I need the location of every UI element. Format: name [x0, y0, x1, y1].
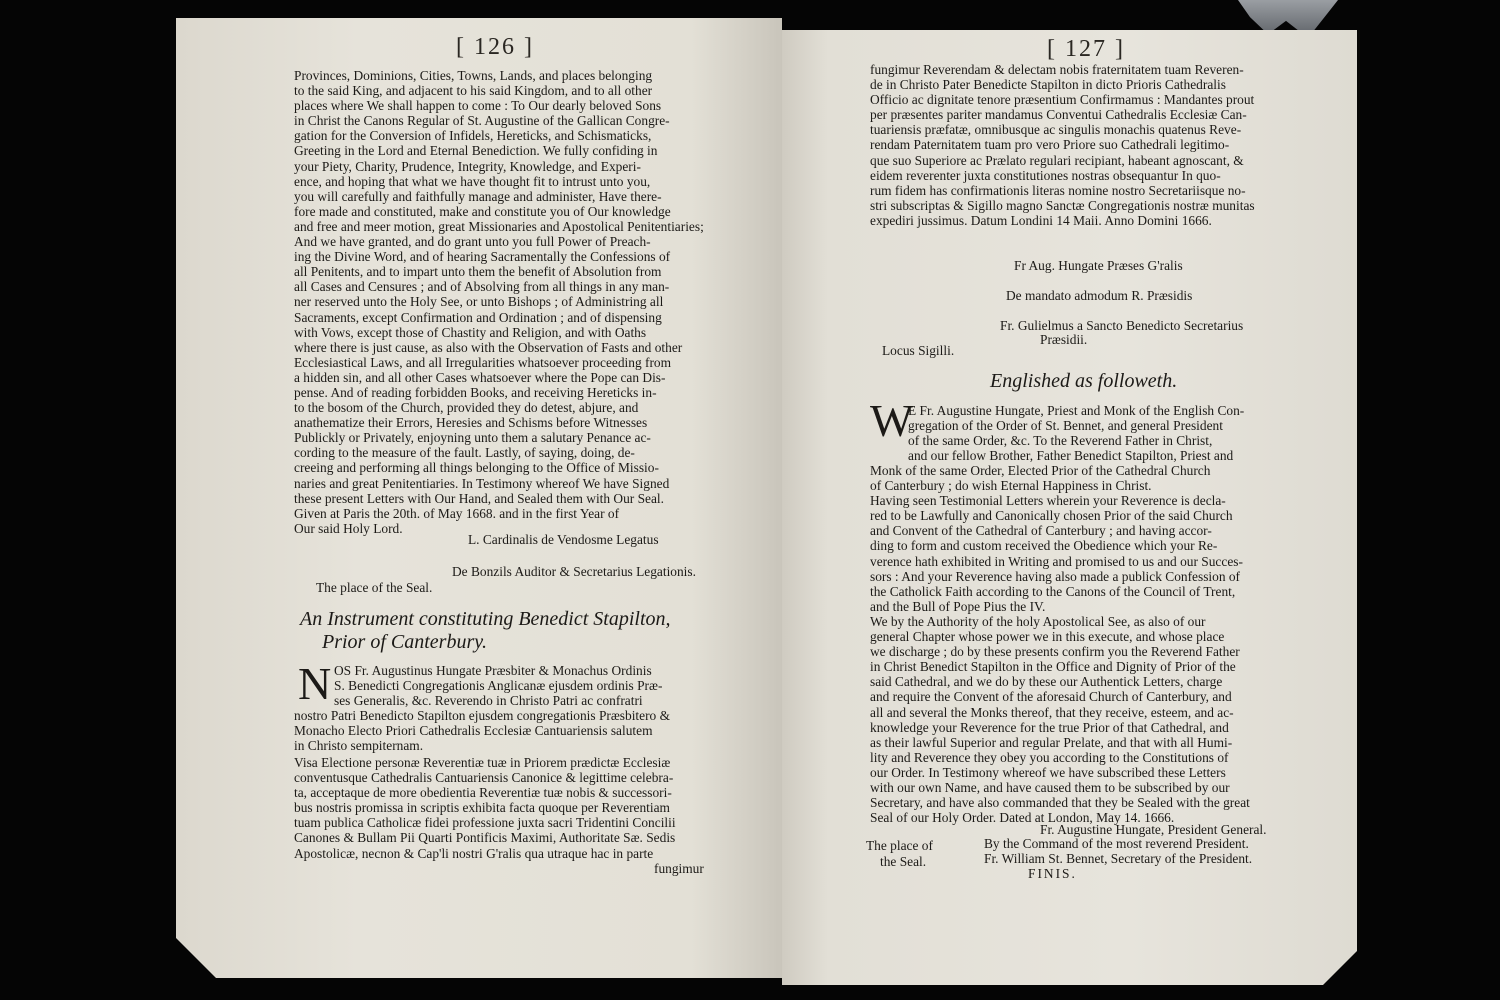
- text-line: fungimur Reverendam & delectam nobis fraternitatem tuam Reveren-: [870, 62, 1244, 77]
- text-line: de in Christo Pater Benedicte Stapilton in dicto Prioris Cathedralis: [870, 77, 1226, 93]
- text-line: of Canterbury ; do wish Eternal Happiness in Christ.: [870, 478, 1152, 494]
- signature-auditor: De Bonzils Auditor & Secretarius Legationis.: [452, 564, 696, 579]
- english-intro: [870, 403, 1260, 463]
- text-line: conventusque Cathedralis Cantuariensis Canonice & legittime celebra-: [294, 770, 674, 786]
- signature-president: Fr. Augustine Hungate, President General.: [1040, 822, 1267, 837]
- folded-corner: [1323, 951, 1357, 985]
- latin-body: [294, 755, 708, 861]
- text-line: our Order. In Testimony whereof we have subscribed these Letters: [870, 764, 1226, 780]
- body-text: [294, 68, 708, 536]
- text-line: We by the Authority of the holy Apostolical See, as also of our: [870, 613, 1206, 629]
- text-line: ding to form and custom received the Obedience which your Re-: [870, 538, 1218, 554]
- text-line: Canones & Bullam Pii Quarti Pontificis Maximi, Authoritate Sæ. Sedis: [294, 830, 676, 846]
- text-line: Our said Holy Lord.: [294, 520, 403, 536]
- text-line: Having seen Testimonial Letters wherein your Reverence is decla-: [870, 493, 1226, 509]
- signature-command: By the Command of the most reverend President.: [984, 836, 1249, 851]
- text-line: of the same Order, &c. To the Reverend Father in Christ,: [908, 433, 1213, 449]
- text-line: S. Benedicti Congregationis Anglicanæ ejusdem ordinis Præ-: [334, 678, 663, 694]
- text-line: and the Bull of Pope Pius the IV.: [870, 598, 1046, 614]
- english-body: [870, 463, 1260, 825]
- text-line: rum fidem has confirmationis literas nomine nostro Secretariisque no-: [870, 182, 1246, 198]
- text-line: Greeting in the Lord and Eternal Benediction. We fully confiding in: [294, 143, 658, 159]
- folded-corner: [176, 938, 216, 978]
- text-line: in Christo sempiternam.: [294, 738, 424, 754]
- seal-note: The place of the Seal.: [316, 580, 433, 595]
- text-line: red to be Lawfully and Canonically chosen Prior of the said Church: [870, 508, 1233, 524]
- text-line: rendam Paternitatem tuam pro vero Priore suo Cathedrali legitimo-: [870, 137, 1230, 153]
- text-line: gation for the Conversion of Infidels, Hereticks, and Schismaticks,: [294, 128, 652, 144]
- text-line: gregation of the Order of St. Bennet, and general President: [908, 418, 1223, 434]
- text-line: Secretary, and have also commanded that they be Sealed with the great: [870, 795, 1250, 811]
- text-line: sors : And your Reverence having also made a publick Confession of: [870, 568, 1241, 584]
- signature-secretary: Fr. William St. Bennet, Secretary of the President.: [984, 851, 1253, 866]
- text-line: tuam publica Catholicæ fidei professione juxta sacri Tridentini Concilii: [294, 815, 676, 831]
- left-page: [176, 18, 782, 978]
- page-number: [ 127 ]: [1047, 36, 1125, 62]
- text-line: tuariensis præfatæ, omnibusque ac singulis monachis quatenus Reve-: [870, 122, 1242, 138]
- text-line: in Christ Benedict Stapilton in the Office and Dignity of Prior of the: [870, 659, 1236, 675]
- text-line: Sacraments, except Confirmation and Ordination ; and of dispensing: [294, 309, 662, 325]
- text-line: these present Letters with Our Hand, and Sealed them with Our Seal.: [294, 490, 665, 506]
- text-line: general Chapter whose power we in this execute, and whose place: [870, 629, 1225, 645]
- text-line: and free and meer motion, great Missionaries and Apostolical Penitentiaries;: [294, 218, 704, 234]
- text-line: Provinces, Dominions, Cities, Towns, Lands, and places belonging: [294, 68, 653, 83]
- text-line: verence hath exhibited in Writing and promised to us and our Succes-: [870, 553, 1243, 569]
- text-line: anathematize their Errors, Heresies and Schisms before Witnesses: [294, 415, 648, 431]
- text-line: and our fellow Brother, Father Benedict Stapilton, Priest and: [908, 448, 1234, 464]
- text-line: where there is just cause, as also with the Observation of Fasts and other: [294, 339, 683, 355]
- text-line: you will carefully and faithfully manage and administer, Have there-: [294, 188, 662, 204]
- text-line: ing the Divine Word, and of hearing Sacramentally the Confessions of: [294, 249, 671, 265]
- text-line: with our own Name, and have caused them to be subscribed by our: [870, 779, 1230, 795]
- place-of-seal: The place of: [866, 838, 933, 853]
- text-line: nostro Patri Benedicto Stapilton ejusdem congregationis Præsbitero &: [294, 708, 671, 724]
- text-line: stri subscriptas & Sigillo magno Sanctæ Congregationis nostræ munitas: [870, 197, 1255, 213]
- signature-secretarius-line2: Præsidii.: [1040, 332, 1088, 347]
- text-line: Visa Electione personæ Reverentiæ tuæ in Priorem prædictæ Ecclesiæ: [294, 755, 671, 770]
- text-line: E Fr. Augustine Hungate, Priest and Monk of the English Con-: [908, 403, 1245, 418]
- text-line: with Vows, except those of Chastity and Religion, and with Oaths: [294, 324, 647, 340]
- text-line: Ecclesiastical Laws, and all Irregularities whatsoever proceeding from: [294, 354, 672, 370]
- text-line: cording to the measure of the fault. Lastly, of saying, doing, de-: [294, 445, 635, 461]
- signature-praeses: Fr Aug. Hungate Præses G'ralis: [1014, 258, 1183, 273]
- drop-cap: W: [870, 395, 914, 446]
- signature-secretarius: Fr. Gulielmus a Sancto Benedicto Secretarius: [1000, 318, 1244, 333]
- right-page: [782, 30, 1357, 985]
- text-line: OS Fr. Augustinus Hungate Præsbiter & Monachus Ordinis: [334, 663, 652, 678]
- latin-body: [870, 62, 1270, 228]
- text-line: all and several the Monks thereof, that they receive, esteem, and ac-: [870, 704, 1234, 720]
- text-line: in Christ the Canons Regular of St. Augustine of the Gallican Congre-: [294, 113, 670, 129]
- page-number: [ 126 ]: [456, 34, 534, 60]
- instrument-heading-line2: Prior of Canterbury.: [322, 631, 488, 653]
- text-line: and Convent of the Cathedral of Canterbury ; and having accor-: [870, 523, 1212, 539]
- text-line: a hidden sin, and all other Cases whatsoever where the Pope can Dis-: [294, 369, 666, 385]
- text-line: Apostolicæ, necnon & Cap'li nostri G'ralis qua utraque hac in parte: [294, 845, 654, 861]
- text-line: ner reserved unto the Holy See, or unto Bishops ; of Administring all: [294, 294, 664, 310]
- finis: FINIS.: [1028, 866, 1077, 881]
- text-line: all Penitents, and to impart unto them the benefit of Absolution from: [294, 264, 662, 280]
- english-heading: Englished as followeth.: [990, 370, 1178, 392]
- text-line: expediri jussimus. Datum Londini 14 Maii. Anno Domini 1666.: [870, 212, 1212, 228]
- instrument-heading: An Instrument constituting Benedict Stapilton,: [300, 608, 671, 630]
- text-line: bus nostris promissa in scriptis exhibita facta quoque per Reverentiam: [294, 800, 670, 816]
- text-line: ta, acceptaque de more obedientia Reverentiæ tuæ nobis & successori-: [294, 785, 672, 801]
- text-line: naries and great Penitentiaries. In Testimony whereof We have Signed: [294, 475, 670, 491]
- text-line: your Piety, Charity, Prudence, Integrity, Knowledge, and Experi-: [294, 158, 641, 174]
- text-line: ses Generalis, &c. Reverendo in Christo Patri ac confratri: [334, 693, 643, 709]
- text-line: places where We shall happen to come : To Our dearly beloved Sons: [294, 98, 662, 114]
- signature-legate: L. Cardinalis de Vendosme Legatus: [468, 532, 659, 547]
- text-line: as their lawful Superior and regular Prelate, and that with all Humi-: [870, 734, 1233, 750]
- text-line: we discharge ; do by these presents confirm you the Reverend Father: [870, 644, 1240, 660]
- text-line: creeing and performing all things belonging to the Office of Missio-: [294, 460, 659, 476]
- text-line: ence, and hoping that what we have thought fit to intrust unto you,: [294, 173, 651, 189]
- text-line: Given at Paris the 20th. of May 1668. and in the first Year of: [294, 505, 620, 521]
- latin-intro: [294, 658, 708, 754]
- text-line: Monk of the same Order, Elected Prior of the Cathedral Church: [870, 463, 1211, 478]
- text-line: lity and Reverence they obey you according to the Constitutions of: [870, 749, 1229, 765]
- text-line: per præsentes pariter mandamus Conventui Cathedralis Ecclesiæ Can-: [870, 107, 1247, 123]
- text-line: knowledge your Reverence for the true Prior of that Cathedral, and: [870, 719, 1229, 735]
- text-line: said Cathedral, and we do by these our Authentick Letters, charge: [870, 674, 1223, 690]
- text-line: And we have granted, and do grant unto you full Power of Preach-: [294, 234, 651, 250]
- text-line: pense. And of reading forbidden Books, and receiving Hereticks in-: [294, 384, 657, 400]
- drop-cap: N: [298, 658, 332, 709]
- text-line: the Catholick Faith according to the Canons of the Council of Trent,: [870, 583, 1236, 599]
- text-line: Publickly or Privately, enjoyning unto them a salutary Penance ac-: [294, 430, 651, 446]
- text-line: eidem reverenter juxta constitutiones nostras obsequantur In quo-: [870, 167, 1221, 183]
- text-line: and require the Convent of the aforesaid Church of Canterbury, and: [870, 689, 1232, 705]
- catchword: fungimur: [654, 861, 704, 876]
- text-line: que suo Superiore ac Prælato regulari recipiant, habeant agnoscant, &: [870, 152, 1244, 168]
- place-of-seal-line2: the Seal.: [880, 854, 927, 869]
- text-line: Officio ac dignitate tenore præsentium Confirmamus : Mandantes prout: [870, 92, 1255, 108]
- text-line: to the bosom of the Church, provided they do detest, abjure, and: [294, 400, 639, 416]
- locus-sigilli: Locus Sigilli.: [882, 343, 955, 358]
- text-line: Monacho Electo Priori Cathedralis Ecclesiæ Cantuariensis salutem: [294, 723, 653, 739]
- text-line: to the said King, and adjacent to his said Kingdom, and to all other: [294, 83, 653, 99]
- text-line: all Cases and Censures ; and of Absolving from all things in any man-: [294, 279, 670, 295]
- text-line: Seal of our Holy Order. Dated at London, May 14. 1666.: [870, 810, 1175, 826]
- text-line: fore made and constituted, make and constitute you of Our knowledge: [294, 203, 671, 219]
- signature-mandato: De mandato admodum R. Præsidis: [1006, 288, 1193, 303]
